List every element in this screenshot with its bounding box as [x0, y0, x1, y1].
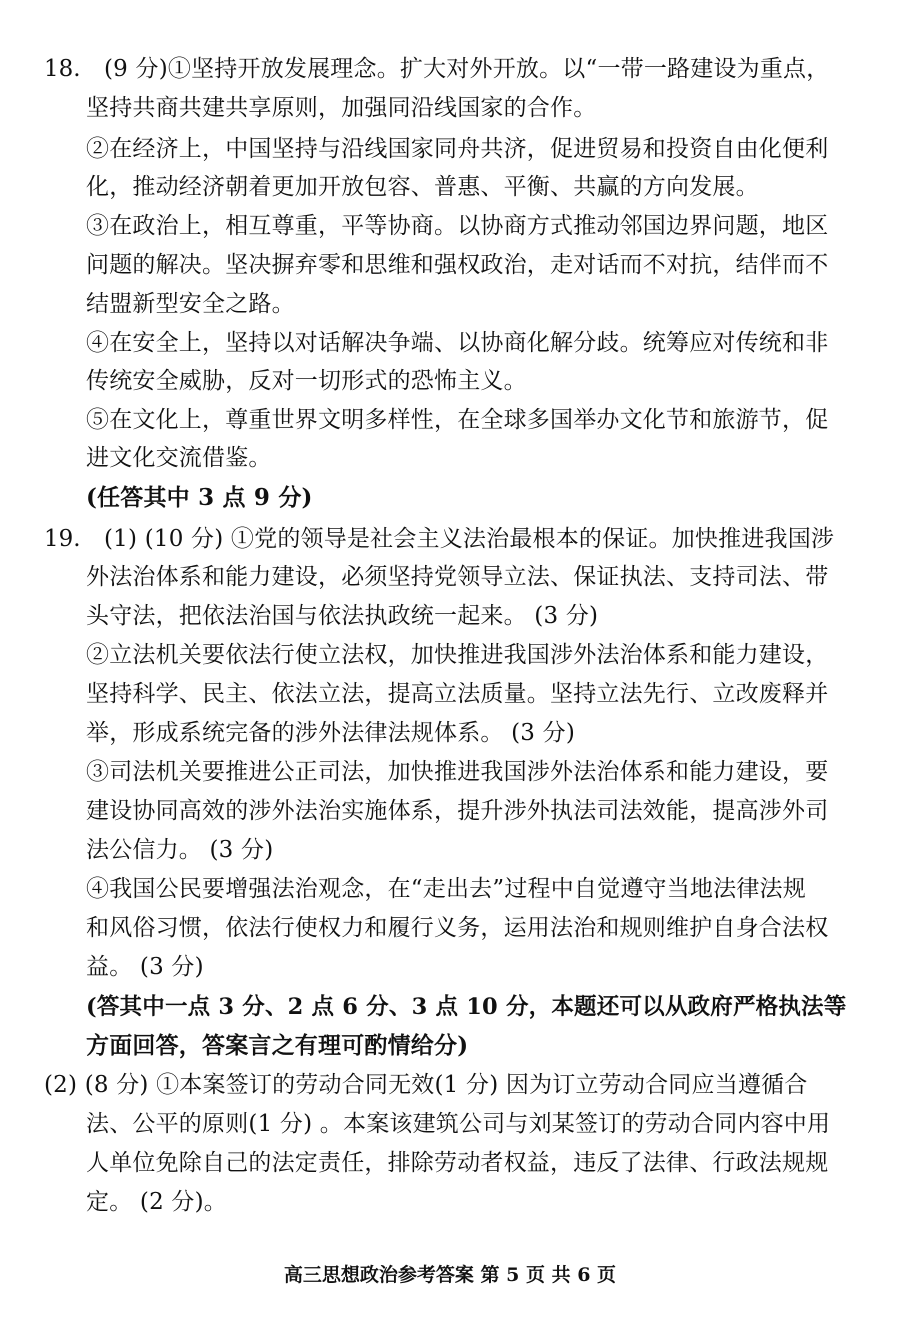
q19-line: ④我国公民要增强法治观念，在“走出去”过程中自觉遵守当地法律法规 — [86, 876, 806, 902]
q19-line: 建设协同高效的涉外法治实施体系，提升涉外执法司法效能，提高涉外司 — [86, 798, 829, 824]
q19-line: (1) (10 分) ①党的领导是社会主义法治最根本的保证。加快推进我国涉 — [104, 526, 835, 552]
q19-number: 19. — [44, 526, 81, 552]
q18-line: ③在政治上，相互尊重，平等协商。以协商方式推动邻国边界问题，地区 — [86, 213, 829, 239]
q19-line: 益。 (3 分) — [86, 954, 204, 980]
q19-scoring-note: (答其中一点 3 分、2 点 6 分、3 点 10 分，本题还可以从政府严格执法等 — [86, 994, 847, 1020]
q18-number: 18. — [44, 56, 81, 82]
q18-line: ⑤在文化上，尊重世界文明多样性，在全球多国举办文化节和旅游节，促 — [86, 407, 829, 433]
q19-line: 头守法，把依法治国与依法执政统一起来。 (3 分) — [86, 603, 599, 629]
page-footer: 高三思想政治参考答案 第 5 页 共 6 页 — [283, 1264, 617, 1286]
q18-line: 结盟新型安全之路。 — [86, 291, 295, 317]
q19-line: 坚持科学、民主、依法立法，提高立法质量。坚持立法先行、立改废释并 — [86, 681, 829, 707]
q18-scoring-note: (任答其中 3 点 9 分) — [86, 484, 313, 511]
q18-line: 问题的解决。坚决摒弃零和思维和强权政治，走对话而不对抗，结伴而不 — [86, 252, 829, 278]
q18-line: 进文化交流借鉴。 — [86, 445, 272, 471]
q19-part2-line: 法、公平的原则(1 分) 。本案该建筑公司与刘某签订的劳动合同内容中用 — [86, 1111, 831, 1137]
q18-line: ④在安全上，坚持以对话解决争端、以协商化解分歧。统筹应对传统和非 — [86, 330, 829, 356]
q19-part2-line: (2) (8 分) ①本案签订的劳动合同无效(1 分) 因为订立劳动合同应当遵循合 — [44, 1072, 808, 1098]
q19-line: 和风俗习惯，依法行使权力和履行义务，运用法治和规则维护自身合法权 — [86, 915, 829, 941]
q19-line: 举，形成系统完备的涉外法律法规体系。 (3 分) — [86, 720, 576, 746]
q19-line: ②立法机关要依法行使立法权，加快推进我国涉外法治体系和能力建设， — [86, 642, 829, 668]
q19-scoring-note: 方面回答，答案言之有理可酌情给分) — [86, 1032, 469, 1059]
q19-part2-line: 人单位免除自己的法定责任，排除劳动者权益，违反了法律、行政法规规 — [86, 1150, 829, 1176]
q18-line: 坚持共商共建共享原则，加强同沿线国家的合作。 — [86, 95, 597, 121]
q19-part2-line: 定。 (2 分)。 — [86, 1189, 228, 1215]
q19-line: 外法治体系和能力建设，必须坚持党领导立法、保证执法、支持司法、带 — [86, 564, 829, 590]
q19-line: ③司法机关要推进公正司法，加快推进我国涉外法治体系和能力建设，要 — [86, 759, 829, 785]
q18-line: ②在经济上，中国坚持与沿线国家同舟共济，促进贸易和投资自由化便利 — [86, 136, 829, 162]
q18-line: 化，推动经济朝着更加开放包容、普惠、平衡、共赢的方向发展。 — [86, 174, 759, 200]
q18-line: (9 分)①坚持开放发展理念。扩大对外开放。以“一带一路建设为重点， — [104, 56, 830, 82]
q18-line: 传统安全威胁，反对一切形式的恐怖主义。 — [86, 368, 527, 394]
q19-line: 法公信力。 (3 分) — [86, 837, 274, 863]
